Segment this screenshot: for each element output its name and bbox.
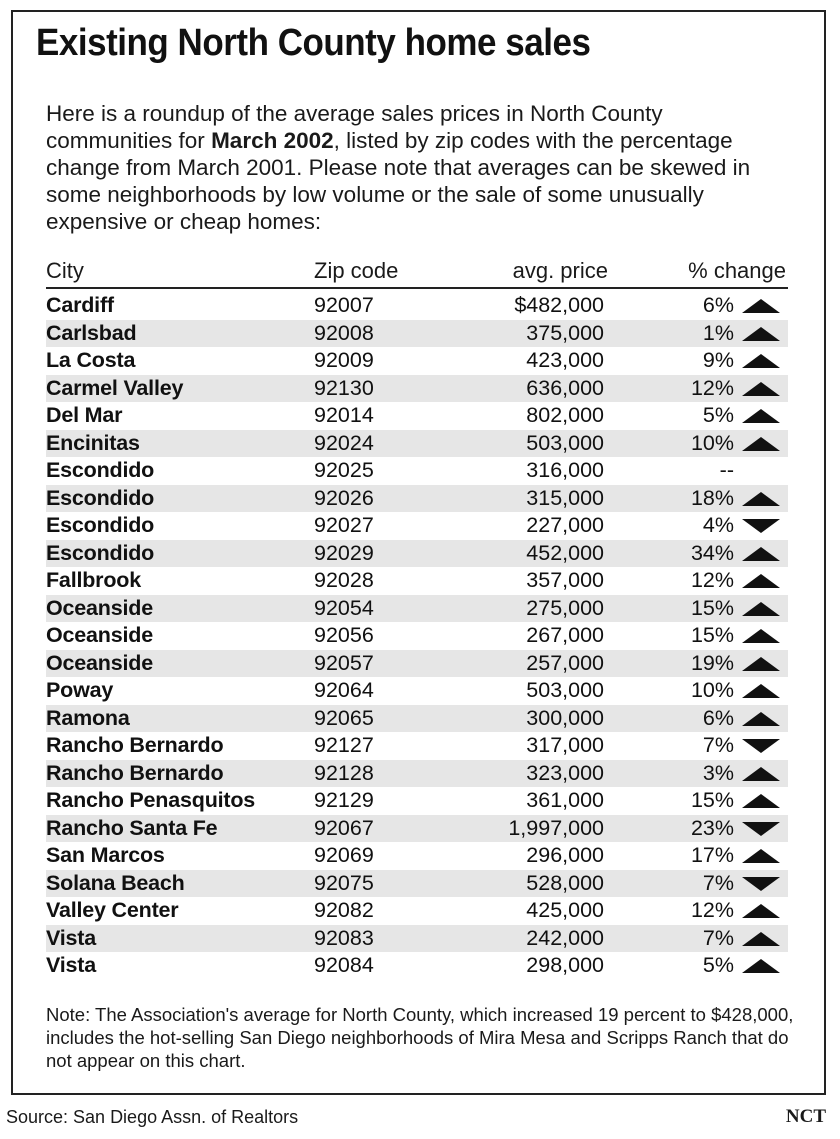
intro-text-after: , listed by zip codes with the percentage change from March 2001. Please note that averages can be skewed in some neighborhoods by low volume or the sale of some unusually expensive or cheap homes: [46,128,751,234]
down-arrow-icon [742,877,780,891]
table-row [46,430,788,458]
table-row [46,677,788,705]
table-row [46,512,788,540]
up-arrow-icon [742,959,780,973]
up-arrow-icon [742,767,780,781]
avg-price-cell: 503,000 [526,678,604,702]
up-arrow-icon [742,547,780,561]
up-arrow-icon [742,932,780,946]
avg-price-cell: 275,000 [526,595,604,620]
column-header-zip: Zip code [314,258,399,283]
avg-price-cell: 361,000 [526,788,604,812]
up-arrow-icon [742,712,780,726]
pct-change-cell: 17% [690,843,734,867]
city-cell: Encinitas [46,430,140,455]
zip-code-cell: 92056 [314,623,374,647]
avg-price-cell: 300,000 [526,705,604,730]
up-arrow-icon [742,904,780,918]
pct-change-cell: 15% [690,595,734,620]
avg-price-cell: 528,000 [526,870,604,895]
zip-code-cell: 92067 [314,815,374,840]
avg-price-cell: 636,000 [526,375,604,400]
zip-code-cell: 92007 [314,293,374,317]
avg-price-cell: 425,000 [526,898,604,922]
pct-change-cell: 15% [690,623,734,647]
table-row [46,815,788,843]
up-arrow-icon [742,409,780,423]
zip-code-cell: 92009 [314,348,374,372]
zip-code-cell: 92129 [314,788,374,812]
zip-code-cell: 92128 [314,760,374,785]
zip-code-cell: 92029 [314,540,374,565]
table-row [46,540,788,568]
pct-change-cell: 6% [702,705,734,730]
table-row [46,760,788,788]
pct-change-cell: 12% [690,568,734,592]
city-cell: Valley Center [46,898,179,922]
column-header-pct-change: % change [688,258,786,283]
table-row [46,347,788,375]
pct-change-cell: -- [719,458,734,482]
table-row [46,320,788,348]
avg-price-cell: 296,000 [526,843,604,867]
up-arrow-icon [742,382,780,396]
avg-price-cell: 357,000 [526,568,604,592]
table-row [46,705,788,733]
table-row [46,595,788,623]
pct-change-cell: 12% [690,898,734,922]
pct-change-cell: 23% [690,815,734,840]
column-header-price: avg. price [512,258,608,283]
zip-code-cell: 92008 [314,320,374,345]
city-cell: Carmel Valley [46,375,184,400]
zip-code-cell: 92084 [314,953,374,977]
city-cell: Fallbrook [46,568,141,592]
up-arrow-icon [742,299,780,313]
avg-price-cell: 257,000 [526,650,604,675]
zip-code-cell: 92054 [314,595,374,620]
up-arrow-icon [742,437,780,451]
table-row [46,402,788,430]
avg-price-cell: 423,000 [526,348,604,372]
pct-change-cell: 34% [690,540,734,565]
zip-code-cell: 92065 [314,705,374,730]
table-row [46,870,788,898]
pct-change-cell: 1% [702,320,734,345]
avg-price-cell: 503,000 [526,430,604,455]
page-title: Existing North County home sales [36,22,591,64]
pct-change-cell: 7% [702,870,734,895]
pct-change-cell: 12% [690,375,734,400]
avg-price-cell: 802,000 [526,403,604,427]
table-row [46,375,788,403]
avg-price-cell: 242,000 [526,925,604,950]
pct-change-cell: 19% [690,650,734,675]
pct-change-cell: 4% [702,513,734,537]
zip-code-cell: 92064 [314,678,374,702]
table-row [46,292,788,320]
pct-change-cell: 5% [702,403,734,427]
table-row [46,925,788,953]
avg-price-cell: 267,000 [526,623,604,647]
up-arrow-icon [742,354,780,368]
zip-code-cell: 92014 [314,403,374,427]
table-row [46,485,788,513]
down-arrow-icon [742,739,780,753]
source-credit: Source: San Diego Assn. of Realtors [6,1107,299,1127]
zip-code-cell: 92028 [314,568,374,592]
city-cell: Oceanside [46,650,153,675]
table-row [46,457,788,485]
city-cell: Carlsbad [46,320,137,345]
table-row [46,787,788,815]
city-cell: Del Mar [46,403,123,427]
sales-table [46,292,788,980]
city-cell: San Marcos [46,843,165,867]
city-cell: Solana Beach [46,870,185,895]
table-row [46,952,788,980]
pct-change-cell: 5% [702,953,734,977]
city-cell: Escondido [46,513,155,537]
zip-code-cell: 92026 [314,485,374,510]
zip-code-cell: 92025 [314,458,374,482]
avg-price-cell: 323,000 [526,760,604,785]
avg-price-cell: 1,997,000 [508,815,604,840]
up-arrow-icon [742,629,780,643]
city-cell: Vista [46,953,96,977]
city-cell: La Costa [46,348,136,372]
up-arrow-icon [742,849,780,863]
zip-code-cell: 92027 [314,513,374,537]
pct-change-cell: 10% [690,430,734,455]
pct-change-cell: 6% [702,293,734,317]
city-cell: Ramona [46,705,130,730]
city-cell: Poway [46,678,114,702]
zip-code-cell: 92057 [314,650,374,675]
pct-change-cell: 9% [702,348,734,372]
city-cell: Rancho Penasquitos [46,788,256,812]
intro-text-before: Here is a roundup of the average sales prices in North County communities for [46,101,663,153]
pct-change-cell: 18% [690,485,734,510]
avg-price-cell: 316,000 [526,458,604,482]
table-row [46,732,788,760]
up-arrow-icon [742,602,780,616]
city-cell: Escondido [46,458,155,482]
zip-code-cell: 92082 [314,898,374,922]
avg-price-cell: $482,000 [514,293,604,317]
city-cell: Rancho Bernardo [46,733,224,757]
table-row [46,622,788,650]
city-cell: Oceanside [46,623,153,647]
city-cell: Rancho Santa Fe [46,815,218,840]
table-row [46,567,788,595]
footnote: Note: The Association's average for North County, which increased 19 percent to $428,000, includes the hot-selling San Diego neighborhoods of Mira Mesa and Scripps Ranch that do not appear on this chart. [46,1004,794,1071]
avg-price-cell: 375,000 [526,320,604,345]
table-row [46,842,788,870]
intro-paragraph [46,100,781,235]
city-cell: Vista [46,925,96,950]
avg-price-cell: 227,000 [526,513,604,537]
table-row [46,650,788,678]
table-row [46,897,788,925]
up-arrow-icon [742,657,780,671]
city-cell: Oceanside [46,595,153,620]
down-arrow-icon [742,822,780,836]
up-arrow-icon [742,492,780,506]
publication-credit: NCT [785,1106,826,1127]
up-arrow-icon [742,794,780,808]
avg-price-cell: 452,000 [526,540,604,565]
intro-text-date: March 2002 [211,128,334,153]
zip-code-cell: 92024 [314,430,374,455]
zip-code-cell: 92083 [314,925,374,950]
column-header-city: City [46,258,84,283]
pct-change-cell: 7% [702,733,734,757]
zip-code-cell: 92075 [314,870,374,895]
zip-code-cell: 92130 [314,375,374,400]
up-arrow-icon [742,574,780,588]
up-arrow-icon [742,327,780,341]
pct-change-cell: 7% [702,925,734,950]
pct-change-cell: 15% [690,788,734,812]
avg-price-cell: 317,000 [526,733,604,757]
zip-code-cell: 92127 [314,733,374,757]
city-cell: Escondido [46,540,155,565]
pct-change-cell: 10% [690,678,734,702]
down-arrow-icon [742,519,780,533]
avg-price-cell: 298,000 [526,953,604,977]
city-cell: Cardiff [46,293,114,317]
city-cell: Rancho Bernardo [46,760,224,785]
city-cell: Escondido [46,485,155,510]
header-divider [46,287,788,289]
zip-code-cell: 92069 [314,843,374,867]
avg-price-cell: 315,000 [526,485,604,510]
up-arrow-icon [742,684,780,698]
pct-change-cell: 3% [702,760,734,785]
